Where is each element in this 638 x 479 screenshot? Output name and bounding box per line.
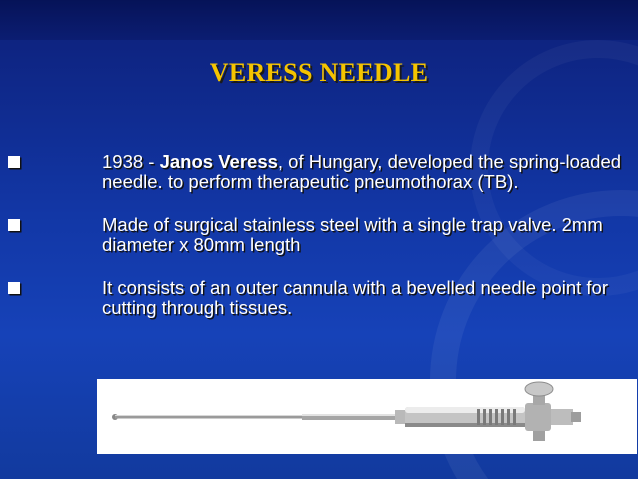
veress-needle-photo <box>97 379 637 454</box>
bullet-text: It consists of an outer cannula with a bevelled needle point for cutting through tissues. <box>102 277 608 318</box>
needle-illustration <box>97 379 637 454</box>
bullet-name: Janos Veress <box>159 151 278 172</box>
slide-title: VERESS NEEDLE <box>209 58 429 87</box>
bullet-list <box>8 152 638 341</box>
bullet-item <box>8 278 638 318</box>
square-bullet-icon <box>8 282 20 294</box>
bullet-item <box>8 215 638 255</box>
square-bullet-icon <box>8 219 20 231</box>
bullet-year: 1938 - <box>102 151 160 172</box>
bullet-text <box>102 152 638 192</box>
square-bullet-icon <box>8 156 20 168</box>
bullet-text: Made of surgical stainless steel with a single trap valve. 2mm diameter x 80mm length <box>102 214 603 255</box>
top-band <box>0 0 638 40</box>
bullet-rest: , of Hungary, developed the spring-loaded needle. to perform therapeutic pneumothorax (TB). <box>102 151 622 192</box>
bullet-item <box>8 152 638 192</box>
